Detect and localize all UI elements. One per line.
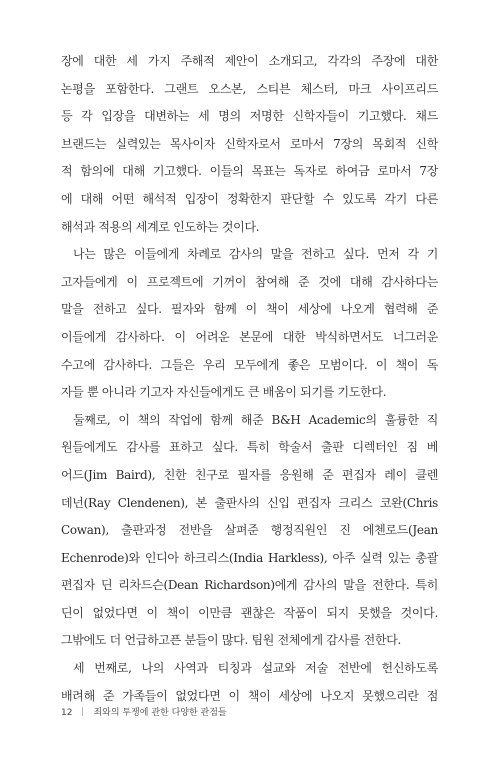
text-line: 자들 뿐 아니라 기고자 자신들에게도 큰 배움이 되기를 기도한다. [61,385,387,400]
text-line: 배려해 준 가족들이 없었다면 이 책이 세상에 나오지 못했으리란 점 [61,688,438,703]
page-number: 12 [61,708,73,718]
text-line: 논평을 포함한다. 그랜트 오스본, 스티븐 체스터, 마크 사이프리드 [61,81,438,96]
text-line: Cowan), 출판과정 전반을 살펴준 행정직원인 진 에첸로드(Jean [61,523,438,538]
text-line: 세 번째로, 나의 사역과 티칭과 설교와 저술 전반에 헌신하도록 [73,661,438,676]
page-footer [61,706,227,720]
text-line: 등 각 입장을 대변하는 세 명의 저명한 신학자들이 기고했다. 채드 [61,109,438,124]
running-title: 죄와의 투쟁에 관한 다양한 관점들 [93,708,227,718]
text-line: 데넌(Ray Clendenen), 본 출판사의 신입 편집자 크리스 코완(Chris [61,495,438,510]
text-line: 이들에게 감사하다. 이 어려운 본문에 대한 박식하면서도 너그러운 [61,329,438,344]
text-line: 해석과 적용의 세계로 인도하는 것이다. [61,219,260,234]
text-line: 적 함의에 대해 기고했다. 이들의 목표는 독자로 하여금 로마서 7장 [61,164,438,179]
text-line: 고자들에게 이 프로젝트에 기꺼이 참여해 준 것에 대해 감사하다는 [61,274,438,289]
text-line: 딘이 없었다면 이 책이 이만큼 괜찮은 작품이 되지 못했을 것이다. [61,605,438,620]
footer-divider [82,707,83,716]
text-line: 나는 많은 이들에게 차례로 감사의 말을 전하고 싶다. 먼저 각 기 [73,247,438,262]
text-line: 어드(Jim Baird), 친한 친구로 필자를 응원해 준 편집자 레이 클렌 [61,467,438,482]
body-text [61,48,438,710]
text-line: Echenrode)와 인디아 하크리스(India Harkless), 아주 실력 있는 총괄 [61,550,438,565]
text-line: 장에 대한 세 가지 주해적 제안이 소개되고, 각각의 주장에 대한 [61,54,438,68]
text-line: 에 대해 어떤 해석적 입장이 정확한지 판단할 수 있도록 각기 다른 [61,191,438,206]
text-line: 수고에 감사하다. 그들은 우리 모두에게 좋은 모범이다. 이 책이 독 [61,357,438,372]
text-line: 원들에게도 감사를 표하고 싶다. 특히 학술서 출판 디렉터인 짐 베 [61,440,438,455]
text-line: 브랜드는 실력있는 목사이자 신학자로서 로마서 7장의 목회적 신학 [61,136,438,151]
text-line: 편집자 딘 리차드슨(Dean Richardson)에게 감사의 말을 전한다. 특히 [61,578,438,593]
text-line: 말을 전하고 싶다. 필자와 함께 이 책이 세상에 나오게 협력해 준 [61,302,438,317]
text-line: 그밖에도 더 언급하고픈 분들이 많다. 팀원 전체에게 감사를 전한다. [61,633,402,648]
text-line: 둘째로, 이 책의 작업에 함께 해준 B&H Academic의 훌륭한 직 [73,412,438,427]
